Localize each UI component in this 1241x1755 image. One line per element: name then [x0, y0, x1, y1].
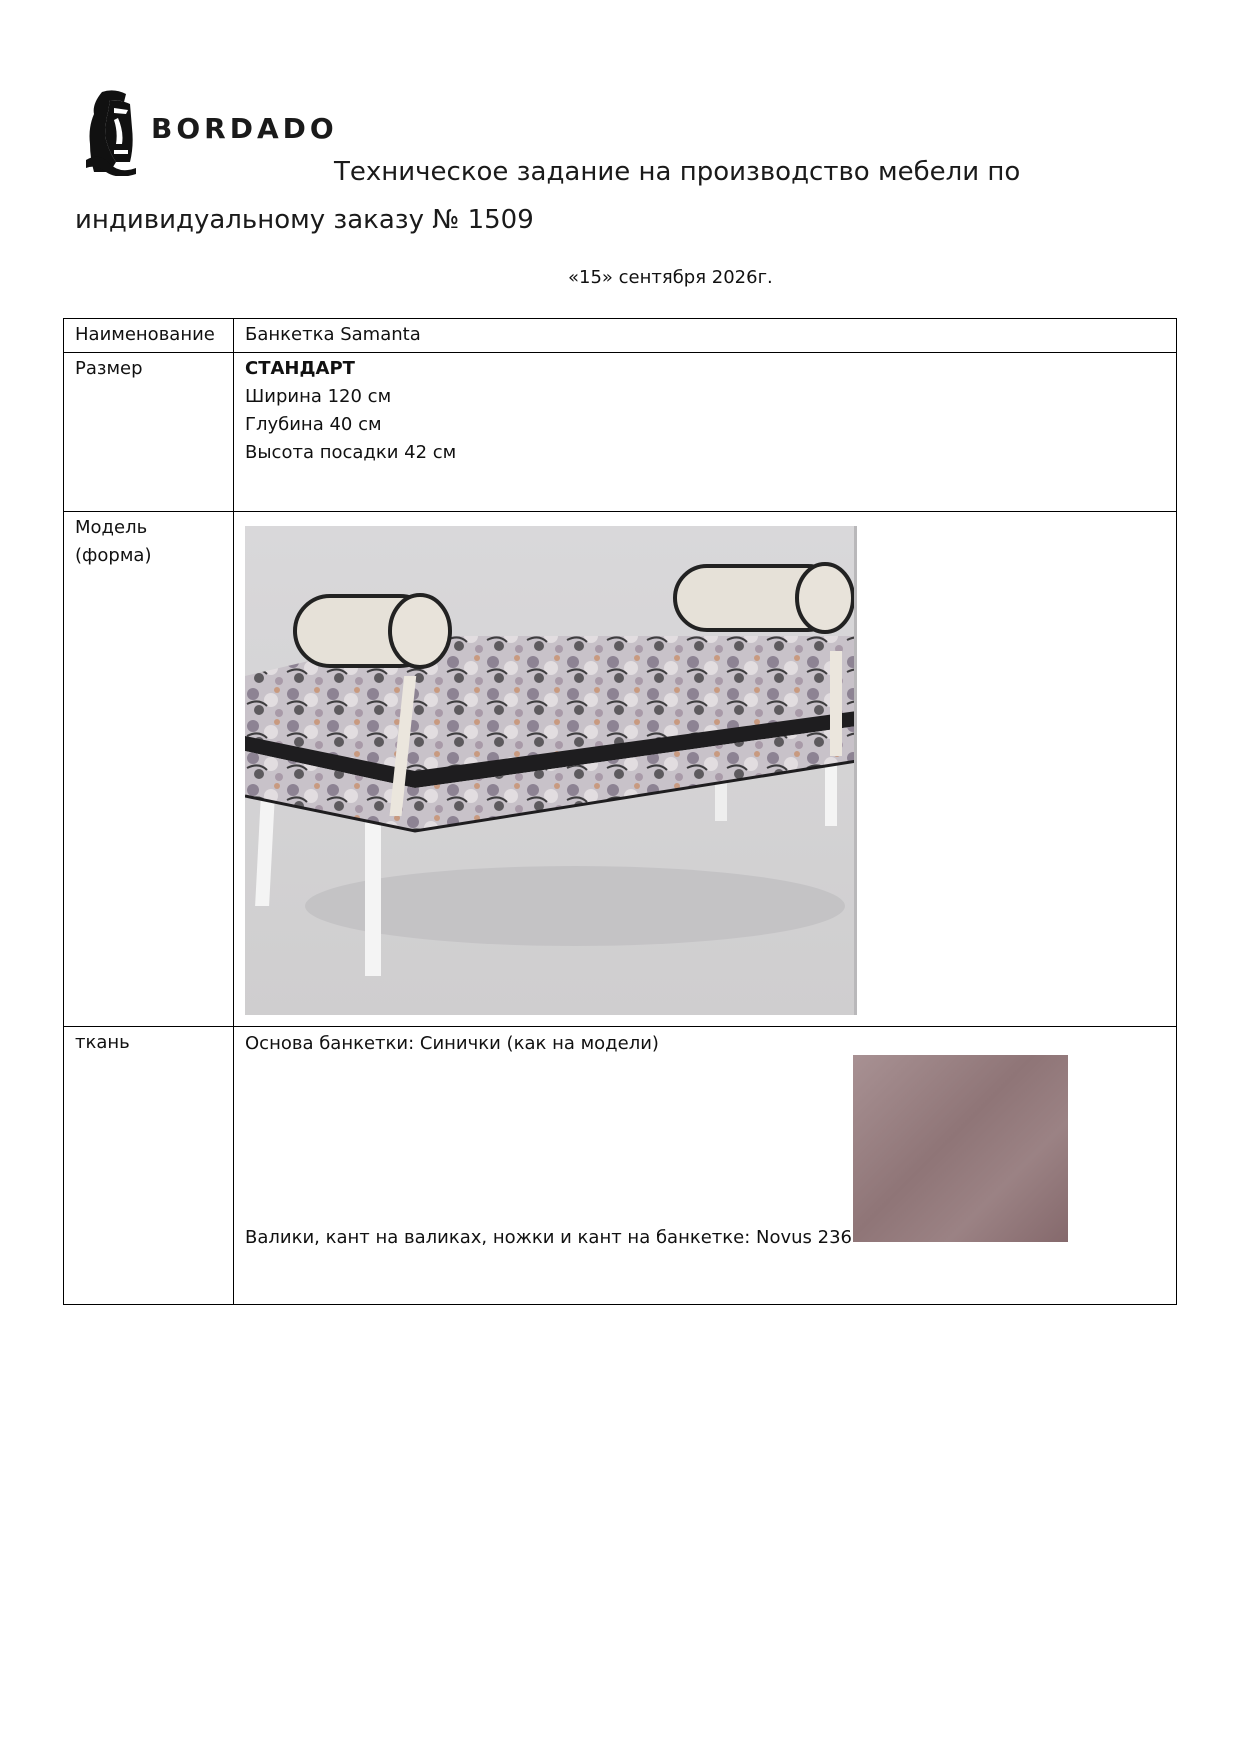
spec-label-fabric: ткань	[64, 1027, 234, 1305]
moai-logo-icon	[80, 88, 160, 176]
spec-table	[63, 318, 1177, 1305]
document-title-line2: индивидуальному заказу № 1509	[75, 205, 534, 235]
spec-value-name: Банкетка Samanta	[234, 319, 1177, 353]
bench-photo	[245, 526, 857, 1015]
fabric-base-text: Основа банкетки: Синички (как на модели)	[245, 1033, 659, 1054]
spec-value-fabric	[234, 1027, 1177, 1305]
size-seat-height: Высота посадки 42 см	[245, 442, 457, 463]
size-heading: СТАНДАРТ	[245, 358, 355, 379]
brand-name: BORDADO	[151, 112, 338, 145]
model-label-line1: Модель	[75, 517, 148, 538]
spec-row-name	[64, 319, 1177, 353]
spec-row-size	[64, 353, 1177, 512]
size-depth: Глубина 40 см	[245, 414, 382, 435]
spec-label-size: Размер	[64, 353, 234, 512]
spec-row-model	[64, 512, 1177, 1027]
document-title-line1: Техническое задание на производство мебели по	[334, 157, 1021, 187]
spec-label-model	[64, 512, 234, 1027]
model-label-line2: (форма)	[75, 545, 152, 566]
document-date: «15» сентября 2026г.	[568, 267, 773, 288]
spec-value-model	[234, 512, 1177, 1027]
spec-row-fabric	[64, 1027, 1177, 1305]
spec-label-name: Наименование	[64, 319, 234, 353]
spec-value-size	[234, 353, 1177, 512]
fabric-trim-text: Валики, кант на валиках, ножки и кант на банкетке: Novus 236	[245, 1227, 852, 1248]
size-width: Ширина 120 см	[245, 386, 392, 407]
fabric-swatch	[853, 1055, 1068, 1242]
